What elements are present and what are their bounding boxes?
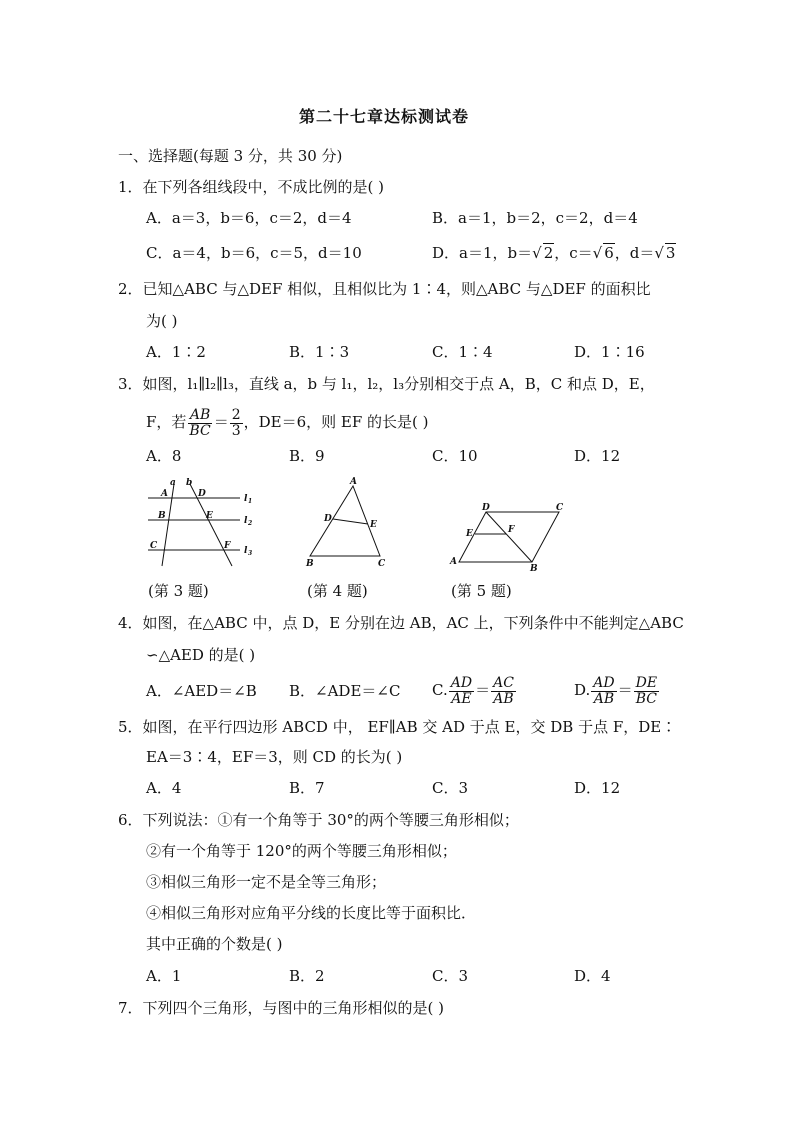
question-5-line-2: EA＝3∶4，EF＝3，则 CD 的长为( ) bbox=[146, 748, 403, 766]
fraction-ab-bc: $\frac{AB}{BC}$ bbox=[189, 406, 211, 439]
q5-option-b[interactable]: B．7 bbox=[289, 779, 325, 797]
q3-option-d[interactable]: D．12 bbox=[574, 447, 621, 465]
q3-option-a[interactable]: A．8 bbox=[146, 447, 182, 465]
question-4-line-1: 4．如图，在△ABC 中，点 D，E 分别在边 AB，AC 上，下列条件中不能判定△ABC bbox=[118, 614, 684, 632]
question-1-stem: 1．在下列各组线段中，不成比例的是( ) bbox=[118, 178, 385, 196]
label-B: B bbox=[530, 564, 538, 574]
label-D: D bbox=[324, 514, 332, 524]
label-D: D bbox=[482, 503, 490, 513]
figure-5-parallelogram bbox=[446, 498, 570, 574]
figure-3-caption: (第 3 题) bbox=[148, 582, 209, 600]
q3-option-c[interactable]: C．10 bbox=[432, 447, 478, 465]
figure-3-parallel-lines bbox=[140, 474, 260, 574]
subscript-1: 1 bbox=[248, 498, 253, 505]
q5-option-a[interactable]: A．4 bbox=[146, 779, 182, 797]
q1-option-c[interactable]: C．a＝4，b＝6，c＝5，d＝10 bbox=[146, 244, 362, 262]
q5-option-c[interactable]: C．3 bbox=[432, 779, 469, 797]
q3-line2-suffix: ，DE＝6，则 EF 的长是( ) bbox=[243, 413, 429, 431]
question-3-line-1: 3．如图，l₁∥l₂∥l₃，直线 a，b 与 l₁，l₂，l₃分别相交于点 A，B，C 和点 D，E， bbox=[118, 375, 655, 393]
q6-option-c[interactable]: C．3 bbox=[432, 967, 469, 985]
label-B: B bbox=[158, 511, 166, 521]
question-6-line-5: 其中正确的个数是( ) bbox=[146, 935, 283, 953]
label-E: E bbox=[206, 511, 213, 521]
figure-5-caption: (第 5 题) bbox=[451, 582, 512, 600]
question-2-line-1: 2．已知△ABC 与△DEF 相似，且相似比为 1∶4，则△ABC 与△DEF 的面积比 bbox=[118, 280, 651, 298]
figure-4-caption: (第 4 题) bbox=[307, 582, 368, 600]
equals-sign: ＝ bbox=[475, 681, 491, 699]
q1-d-radicand-3: 3 bbox=[665, 244, 676, 262]
fraction-ad-ab: $\frac{AD}{AB}$ bbox=[593, 674, 615, 707]
label-C: C bbox=[556, 503, 564, 513]
fraction-ad-ae: $\frac{AD}{AE}$ bbox=[450, 674, 473, 707]
q1-option-d[interactable] bbox=[432, 243, 676, 263]
label-E: E bbox=[370, 520, 377, 530]
label-D: D bbox=[198, 489, 206, 499]
q2-option-b[interactable]: B．1∶3 bbox=[289, 343, 350, 361]
label-A: A bbox=[350, 477, 357, 487]
q1-d-mid-1: ，c＝ bbox=[554, 244, 593, 262]
q4-c-prefix: C. bbox=[432, 681, 448, 699]
q5-option-d[interactable]: D．12 bbox=[574, 779, 621, 797]
q6-option-d[interactable]: D．4 bbox=[574, 967, 611, 985]
q2-option-a[interactable]: A．1∶2 bbox=[146, 343, 206, 361]
q4-option-b[interactable]: B．∠ADE＝∠C bbox=[289, 682, 401, 700]
label-C: C bbox=[150, 541, 158, 551]
q1-d-radicand-2: 6 bbox=[604, 244, 614, 262]
fraction-de-bc: $\frac{DE}{BC}$ bbox=[635, 674, 658, 707]
question-3-line-2 bbox=[146, 402, 429, 442]
q4-option-c[interactable] bbox=[432, 670, 517, 710]
question-6-line-3: ③相似三角形一定不是全等三角形； bbox=[146, 873, 387, 891]
q1-d-mid-2: ，d＝ bbox=[614, 244, 655, 262]
question-4-line-2: ∽△AED 的是( ) bbox=[146, 646, 256, 664]
equals-sign: ＝ bbox=[213, 413, 229, 431]
question-6-line-4: ④相似三角形对应角平分线的长度比等于面积比． bbox=[146, 904, 477, 922]
sqrt-sign: √ bbox=[592, 244, 603, 262]
question-5-line-1: 5．如图，在平行四边形 ABCD 中， EF∥AB 交 AD 于点 E，交 DB 于点 F，DE∶ bbox=[118, 718, 677, 736]
subscript-3: 3 bbox=[248, 550, 253, 557]
fraction-ac-ab: $\frac{AC}{AB}$ bbox=[493, 674, 514, 707]
question-6-line-2: ②有一个角等于 120°的两个等腰三角形相似； bbox=[146, 842, 457, 860]
q3-line2-prefix: F，若 bbox=[146, 413, 187, 431]
label-E: E bbox=[466, 529, 473, 539]
label-F: F bbox=[508, 525, 515, 535]
q3-option-b[interactable]: B．9 bbox=[289, 447, 325, 465]
question-7-line-1: 7．下列四个三角形，与图中的三角形相似的是( ) bbox=[118, 999, 445, 1017]
label-A: A bbox=[161, 489, 168, 499]
label-b: b bbox=[186, 478, 193, 488]
q6-option-a[interactable]: A．1 bbox=[146, 967, 182, 985]
figure-4-triangle bbox=[298, 472, 398, 572]
label-l2: l bbox=[244, 516, 248, 526]
fraction-2-3: $\frac{2}{3}$ bbox=[231, 406, 241, 439]
q6-option-b[interactable]: B．2 bbox=[289, 967, 325, 985]
subscript-2: 2 bbox=[248, 520, 253, 527]
sqrt-sign: √ bbox=[532, 244, 542, 262]
q4-option-a[interactable]: A．∠AED＝∠B bbox=[146, 682, 257, 700]
q1-d-prefix: D．a＝1，b＝ bbox=[432, 244, 533, 262]
label-A: A bbox=[450, 557, 457, 567]
question-2-line-2: 为( ) bbox=[146, 312, 178, 330]
q2-option-c[interactable]: C．1∶4 bbox=[432, 343, 493, 361]
sqrt-sign: √ bbox=[654, 244, 664, 262]
section-heading: 一、选择题(每题 3 分，共 30 分) bbox=[118, 147, 343, 165]
label-C: C bbox=[378, 559, 386, 569]
q1-option-b[interactable]: B．a＝1，b＝2，c＝2，d＝4 bbox=[432, 209, 638, 227]
equals-sign: ＝ bbox=[617, 681, 633, 699]
label-a: a bbox=[170, 478, 176, 488]
q2-option-d[interactable]: D．1∶16 bbox=[574, 343, 645, 361]
q1-option-a[interactable]: A．a＝3，b＝6，c＝2，d＝4 bbox=[146, 209, 352, 227]
label-l1: l bbox=[244, 494, 248, 504]
label-B: B bbox=[306, 559, 314, 569]
label-l3: l bbox=[244, 546, 248, 556]
q4-d-prefix: D. bbox=[574, 681, 591, 699]
page-title: 第二十七章达标测试卷 bbox=[299, 107, 470, 126]
question-6-line-1: 6．下列说法：①有一个角等于 30°的两个等腰三角形相似； bbox=[118, 811, 519, 829]
q1-d-radicand-1: 2 bbox=[543, 244, 554, 262]
q4-option-d[interactable] bbox=[574, 670, 660, 710]
label-F: F bbox=[224, 541, 231, 551]
